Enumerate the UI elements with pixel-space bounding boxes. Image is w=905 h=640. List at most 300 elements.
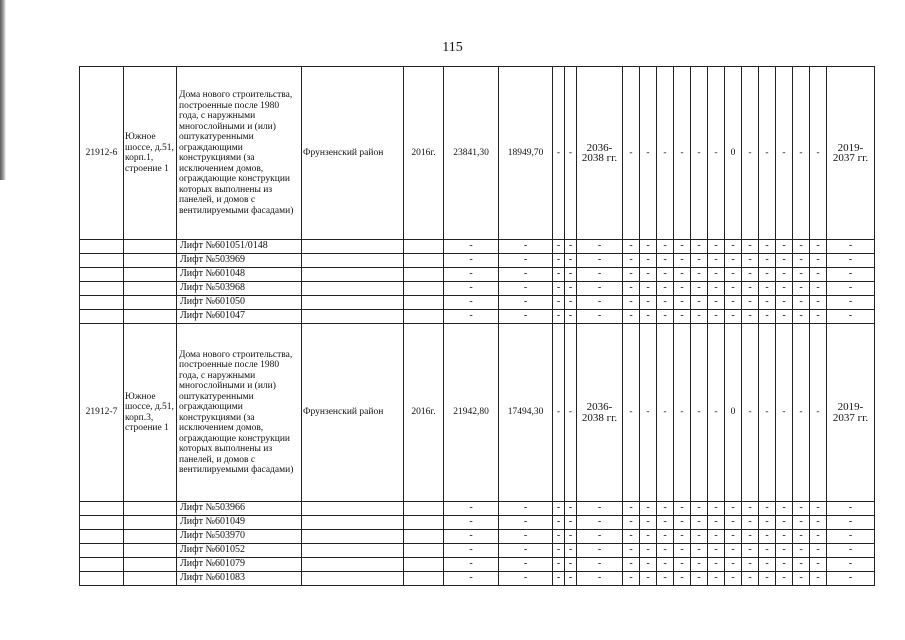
dash-cell: - xyxy=(565,558,577,572)
dash-cell: - xyxy=(640,516,657,530)
dash-cell: - xyxy=(725,516,742,530)
dash-cell: - xyxy=(759,268,776,282)
living-area-cell: 18949,70 xyxy=(499,67,553,240)
dash-cell: - xyxy=(708,502,725,516)
dash-cell: - xyxy=(553,282,565,296)
empty-cell xyxy=(80,282,124,296)
empty-cell xyxy=(80,558,124,572)
empty-cell xyxy=(124,240,177,254)
dash-cell: - xyxy=(444,516,499,530)
dash-cell: - xyxy=(553,240,565,254)
dash-cell: - xyxy=(565,310,577,324)
dash-cell: - xyxy=(776,296,793,310)
dash-cell: - xyxy=(742,254,759,268)
lift-name-cell: Лифт №601049 xyxy=(177,516,302,530)
dash-cell: - xyxy=(499,310,553,324)
dash-cell: - xyxy=(691,530,708,544)
dash-cell: - xyxy=(776,558,793,572)
dash-cell: - xyxy=(553,310,565,324)
total-area-cell: 23841,30 xyxy=(444,67,499,240)
dash-cell: - xyxy=(793,530,810,544)
dash-cell: - xyxy=(810,558,827,572)
dash-cell: - xyxy=(444,558,499,572)
dash-cell: - xyxy=(810,254,827,268)
empty-cell xyxy=(80,544,124,558)
dash-cell: - xyxy=(759,502,776,516)
dash-cell: - xyxy=(565,324,577,502)
lift-row xyxy=(80,240,875,254)
dash-cell: - xyxy=(827,544,875,558)
dash-cell: - xyxy=(810,268,827,282)
empty-cell xyxy=(80,240,124,254)
dash-cell: - xyxy=(657,558,674,572)
dash-cell: - xyxy=(742,502,759,516)
year-cell: 2016г. xyxy=(404,67,444,240)
empty-cell xyxy=(124,558,177,572)
empty-cell xyxy=(302,268,404,282)
dash-cell: - xyxy=(657,296,674,310)
dash-cell: - xyxy=(776,324,793,502)
dash-cell: - xyxy=(725,296,742,310)
dash-cell: - xyxy=(623,502,640,516)
dash-cell: - xyxy=(657,572,674,586)
empty-cell xyxy=(80,572,124,586)
dash-cell: - xyxy=(577,254,623,268)
empty-cell xyxy=(124,310,177,324)
dash-cell: - xyxy=(742,324,759,502)
dash-cell: - xyxy=(640,240,657,254)
empty-cell xyxy=(404,502,444,516)
dash-cell: - xyxy=(742,240,759,254)
dash-cell: - xyxy=(553,516,565,530)
dash-cell: - xyxy=(444,282,499,296)
dash-cell: - xyxy=(827,530,875,544)
dash-cell: - xyxy=(793,324,810,502)
dash-cell: - xyxy=(444,254,499,268)
dash-cell: - xyxy=(499,296,553,310)
empty-cell xyxy=(302,516,404,530)
dash-cell: - xyxy=(444,530,499,544)
address-cell: Южное шоссе, д.51, корп.3, строение 1 xyxy=(124,324,177,502)
dash-cell: - xyxy=(553,67,565,240)
district-cell: Фрунзенский район xyxy=(302,324,404,502)
dash-cell: - xyxy=(444,268,499,282)
dash-cell: - xyxy=(577,502,623,516)
dash-cell: - xyxy=(674,254,691,268)
dash-cell: - xyxy=(708,282,725,296)
dash-cell: - xyxy=(553,558,565,572)
dash-cell: - xyxy=(742,310,759,324)
dash-cell: - xyxy=(657,254,674,268)
house-row xyxy=(80,67,875,240)
dash-cell: - xyxy=(810,530,827,544)
dash-cell: - xyxy=(759,254,776,268)
dash-cell: - xyxy=(623,530,640,544)
dash-cell: - xyxy=(657,268,674,282)
address-cell: Южное шоссе, д.51, корп.1, строение 1 xyxy=(124,67,177,240)
dash-cell: - xyxy=(444,502,499,516)
living-area-cell: 17494,30 xyxy=(499,324,553,502)
dash-cell: - xyxy=(793,544,810,558)
dash-cell: - xyxy=(725,268,742,282)
lift-row xyxy=(80,310,875,324)
lift-name-cell: Лифт №601079 xyxy=(177,558,302,572)
dash-cell: - xyxy=(742,558,759,572)
dash-cell: - xyxy=(674,572,691,586)
dash-cell: - xyxy=(776,516,793,530)
empty-cell xyxy=(80,502,124,516)
year-cell: 2016г. xyxy=(404,324,444,502)
empty-cell xyxy=(404,310,444,324)
dash-cell: - xyxy=(793,282,810,296)
dash-cell: - xyxy=(708,544,725,558)
empty-cell xyxy=(302,530,404,544)
empty-cell xyxy=(404,572,444,586)
dash-cell: - xyxy=(776,310,793,324)
dash-cell: - xyxy=(577,558,623,572)
dash-cell: - xyxy=(657,324,674,502)
dash-cell: - xyxy=(759,544,776,558)
empty-cell xyxy=(404,558,444,572)
dash-cell: - xyxy=(708,324,725,502)
lift-name-cell: Лифт №601083 xyxy=(177,572,302,586)
dash-cell: - xyxy=(565,254,577,268)
dash-cell: - xyxy=(725,502,742,516)
dash-cell: - xyxy=(674,67,691,240)
dash-cell: - xyxy=(577,240,623,254)
dash-cell: - xyxy=(742,516,759,530)
dash-cell: - xyxy=(657,516,674,530)
empty-cell xyxy=(124,530,177,544)
total-area-cell: 21942,80 xyxy=(444,324,499,502)
page-number: 115 xyxy=(442,40,463,55)
dash-cell: - xyxy=(793,310,810,324)
empty-cell xyxy=(302,254,404,268)
dash-cell: - xyxy=(623,544,640,558)
description-cell: Дома нового строительства, построенные после 1980 года, с наружными многослойными и (или) оштукатуренными ограждающими конструкциями (за исключением домов, ограждающие конструкции которых выполнены из панелей, и домов с вентилируемыми фасадами) xyxy=(177,67,302,240)
dash-cell: - xyxy=(742,268,759,282)
dash-cell: - xyxy=(742,544,759,558)
dash-cell: - xyxy=(553,296,565,310)
dash-cell: - xyxy=(725,282,742,296)
dash-cell: - xyxy=(640,530,657,544)
dash-cell: - xyxy=(657,544,674,558)
empty-cell xyxy=(302,502,404,516)
dash-cell: - xyxy=(776,530,793,544)
dash-cell: - xyxy=(691,502,708,516)
lift-name-cell: Лифт №601050 xyxy=(177,296,302,310)
dash-cell: - xyxy=(810,310,827,324)
empty-cell xyxy=(124,544,177,558)
dash-cell: - xyxy=(725,530,742,544)
dash-cell: - xyxy=(793,296,810,310)
lift-row xyxy=(80,268,875,282)
dash-cell: - xyxy=(827,296,875,310)
empty-cell xyxy=(80,310,124,324)
zero-cell: 0 xyxy=(725,324,742,502)
dash-cell: - xyxy=(444,572,499,586)
dash-cell: - xyxy=(553,530,565,544)
dash-cell: - xyxy=(725,254,742,268)
dash-cell: - xyxy=(553,254,565,268)
dash-cell: - xyxy=(691,268,708,282)
dash-cell: - xyxy=(623,310,640,324)
dash-cell: - xyxy=(708,530,725,544)
dash-cell: - xyxy=(623,240,640,254)
scan-edge-mark xyxy=(0,0,6,180)
dash-cell: - xyxy=(691,282,708,296)
empty-cell xyxy=(124,296,177,310)
lift-row xyxy=(80,502,875,516)
dash-cell: - xyxy=(827,282,875,296)
dash-cell: - xyxy=(623,324,640,502)
dash-cell: - xyxy=(444,296,499,310)
dash-cell: - xyxy=(553,324,565,502)
dash-cell: - xyxy=(640,254,657,268)
empty-cell xyxy=(404,282,444,296)
dash-cell: - xyxy=(793,268,810,282)
empty-cell xyxy=(404,544,444,558)
dash-cell: - xyxy=(708,268,725,282)
empty-cell xyxy=(404,296,444,310)
dash-cell: - xyxy=(499,502,553,516)
lift-name-cell: Лифт №503968 xyxy=(177,282,302,296)
dash-cell: - xyxy=(640,268,657,282)
dash-cell: - xyxy=(810,572,827,586)
dash-cell: - xyxy=(577,310,623,324)
dash-cell: - xyxy=(810,516,827,530)
dash-cell: - xyxy=(759,558,776,572)
dash-cell: - xyxy=(827,572,875,586)
dash-cell: - xyxy=(759,516,776,530)
dash-cell: - xyxy=(444,310,499,324)
dash-cell: - xyxy=(810,240,827,254)
dash-cell: - xyxy=(691,558,708,572)
dash-cell: - xyxy=(499,544,553,558)
dash-cell: - xyxy=(759,296,776,310)
dash-cell: - xyxy=(623,67,640,240)
dash-cell: - xyxy=(793,240,810,254)
dash-cell: - xyxy=(444,240,499,254)
empty-cell xyxy=(124,516,177,530)
dash-cell: - xyxy=(776,67,793,240)
dash-cell: - xyxy=(499,282,553,296)
dash-cell: - xyxy=(623,572,640,586)
dash-cell: - xyxy=(640,67,657,240)
dash-cell: - xyxy=(499,572,553,586)
empty-cell xyxy=(404,516,444,530)
empty-cell xyxy=(124,572,177,586)
dash-cell: - xyxy=(708,558,725,572)
lift-name-cell: Лифт №503966 xyxy=(177,502,302,516)
dash-cell: - xyxy=(827,254,875,268)
house-code-cell: 21912-7 xyxy=(80,324,124,502)
dash-cell: - xyxy=(444,544,499,558)
lift-name-cell: Лифт №601051/0148 xyxy=(177,240,302,254)
house-row xyxy=(80,324,875,502)
dash-cell: - xyxy=(725,558,742,572)
dash-cell: - xyxy=(640,502,657,516)
dash-cell: - xyxy=(793,572,810,586)
dash-cell: - xyxy=(623,282,640,296)
dash-cell: - xyxy=(742,282,759,296)
dash-cell: - xyxy=(674,502,691,516)
empty-cell xyxy=(404,268,444,282)
dash-cell: - xyxy=(810,324,827,502)
dash-cell: - xyxy=(553,502,565,516)
dash-cell: - xyxy=(725,310,742,324)
zero-cell: 0 xyxy=(725,67,742,240)
lift-row xyxy=(80,254,875,268)
dash-cell: - xyxy=(577,268,623,282)
dash-cell: - xyxy=(640,544,657,558)
empty-cell xyxy=(302,240,404,254)
lift-name-cell: Лифт №503970 xyxy=(177,530,302,544)
empty-cell xyxy=(80,296,124,310)
dash-cell: - xyxy=(499,268,553,282)
capital-repair-table xyxy=(79,66,875,586)
dash-cell: - xyxy=(691,572,708,586)
description-cell: Дома нового строительства, построенные после 1980 года, с наружными многослойными и (или) оштукатуренными ограждающими конструкциями (за исключением домов, ограждающие конструкции которых выполнены из панелей, и домов с вентилируемыми фасадами) xyxy=(177,324,302,502)
empty-cell xyxy=(302,282,404,296)
dash-cell: - xyxy=(640,324,657,502)
dash-cell: - xyxy=(553,572,565,586)
empty-cell xyxy=(404,240,444,254)
dash-cell: - xyxy=(577,544,623,558)
dash-cell: - xyxy=(640,572,657,586)
dash-cell: - xyxy=(742,572,759,586)
lift-row xyxy=(80,516,875,530)
dash-cell: - xyxy=(776,544,793,558)
dash-cell: - xyxy=(827,516,875,530)
dash-cell: - xyxy=(793,254,810,268)
dash-cell: - xyxy=(776,254,793,268)
dash-cell: - xyxy=(827,558,875,572)
dash-cell: - xyxy=(674,282,691,296)
dash-cell: - xyxy=(725,544,742,558)
dash-cell: - xyxy=(810,67,827,240)
empty-cell xyxy=(302,296,404,310)
dash-cell: - xyxy=(657,310,674,324)
dash-cell: - xyxy=(657,502,674,516)
dash-cell: - xyxy=(708,67,725,240)
dash-cell: - xyxy=(708,254,725,268)
dash-cell: - xyxy=(577,516,623,530)
dash-cell: - xyxy=(708,296,725,310)
repair-period-cell: 2036-2038 гг. xyxy=(577,67,623,240)
dash-cell: - xyxy=(827,502,875,516)
dash-cell: - xyxy=(553,544,565,558)
empty-cell xyxy=(124,282,177,296)
dash-cell: - xyxy=(776,282,793,296)
dash-cell: - xyxy=(810,296,827,310)
empty-cell xyxy=(124,502,177,516)
dash-cell: - xyxy=(691,544,708,558)
dash-cell: - xyxy=(499,558,553,572)
empty-cell xyxy=(80,268,124,282)
dash-cell: - xyxy=(691,324,708,502)
dash-cell: - xyxy=(623,516,640,530)
dash-cell: - xyxy=(810,544,827,558)
dash-cell: - xyxy=(674,516,691,530)
dash-cell: - xyxy=(577,572,623,586)
dash-cell: - xyxy=(640,558,657,572)
dash-cell: - xyxy=(499,254,553,268)
dash-cell: - xyxy=(793,502,810,516)
dash-cell: - xyxy=(810,502,827,516)
dash-cell: - xyxy=(623,558,640,572)
dash-cell: - xyxy=(691,296,708,310)
dash-cell: - xyxy=(827,310,875,324)
dash-cell: - xyxy=(708,572,725,586)
dash-cell: - xyxy=(499,516,553,530)
dash-cell: - xyxy=(565,240,577,254)
dash-cell: - xyxy=(742,296,759,310)
dash-cell: - xyxy=(565,296,577,310)
dash-cell: - xyxy=(674,530,691,544)
dash-cell: - xyxy=(623,296,640,310)
dash-cell: - xyxy=(759,324,776,502)
dash-cell: - xyxy=(623,254,640,268)
dash-cell: - xyxy=(565,572,577,586)
dash-cell: - xyxy=(499,240,553,254)
dash-cell: - xyxy=(674,544,691,558)
dash-cell: - xyxy=(759,530,776,544)
dash-cell: - xyxy=(577,296,623,310)
empty-cell xyxy=(124,268,177,282)
dash-cell: - xyxy=(674,310,691,324)
dash-cell: - xyxy=(776,502,793,516)
dash-cell: - xyxy=(565,268,577,282)
lift-row xyxy=(80,282,875,296)
dash-cell: - xyxy=(742,530,759,544)
empty-cell xyxy=(302,310,404,324)
dash-cell: - xyxy=(793,67,810,240)
dash-cell: - xyxy=(577,530,623,544)
dash-cell: - xyxy=(499,530,553,544)
dash-cell: - xyxy=(640,310,657,324)
dash-cell: - xyxy=(691,254,708,268)
dash-cell: - xyxy=(657,282,674,296)
dash-cell: - xyxy=(691,310,708,324)
lift-row xyxy=(80,572,875,586)
dash-cell: - xyxy=(759,282,776,296)
empty-cell xyxy=(124,254,177,268)
empty-cell xyxy=(302,544,404,558)
dash-cell: - xyxy=(565,67,577,240)
empty-cell xyxy=(80,530,124,544)
dash-cell: - xyxy=(691,67,708,240)
dash-cell: - xyxy=(565,544,577,558)
dash-cell: - xyxy=(640,296,657,310)
dash-cell: - xyxy=(553,268,565,282)
empty-cell xyxy=(404,530,444,544)
dash-cell: - xyxy=(674,296,691,310)
lift-name-cell: Лифт №601048 xyxy=(177,268,302,282)
dash-cell: - xyxy=(708,240,725,254)
lift-row xyxy=(80,296,875,310)
dash-cell: - xyxy=(827,240,875,254)
dash-cell: - xyxy=(759,572,776,586)
house-code-cell: 21912-6 xyxy=(80,67,124,240)
dash-cell: - xyxy=(776,268,793,282)
dash-cell: - xyxy=(742,67,759,240)
dash-cell: - xyxy=(691,516,708,530)
lift-row xyxy=(80,544,875,558)
dash-cell: - xyxy=(759,67,776,240)
empty-cell xyxy=(302,558,404,572)
empty-cell xyxy=(404,254,444,268)
